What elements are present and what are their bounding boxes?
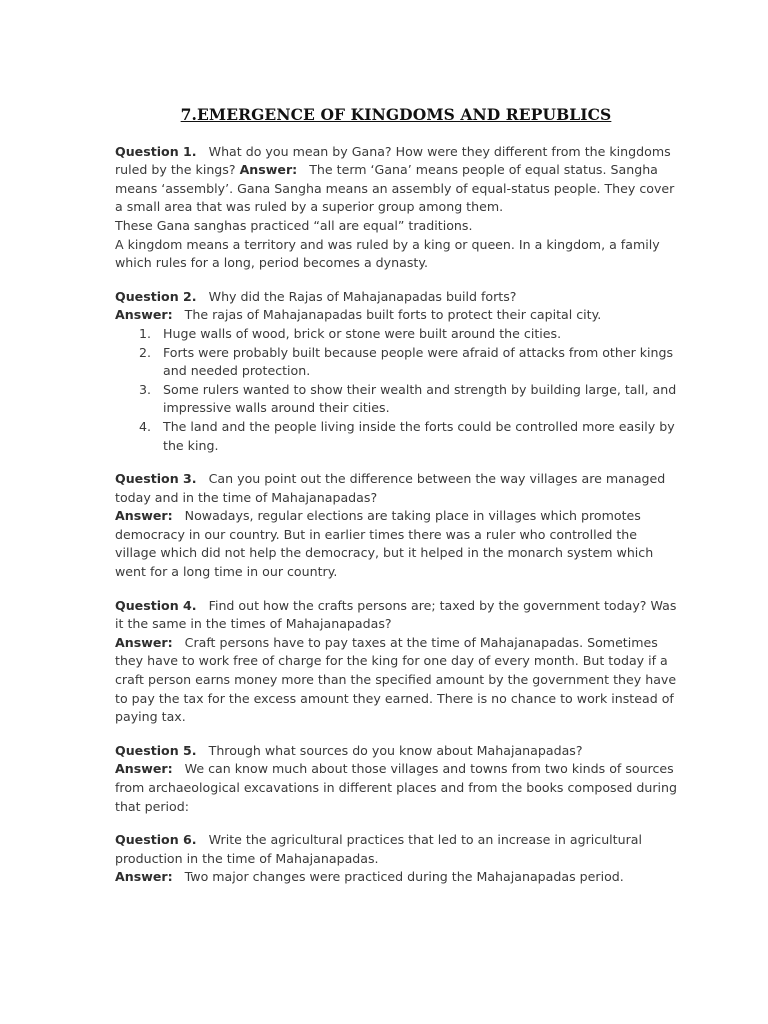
question-2-label: Question 2.: [115, 288, 197, 304]
question-3-paragraph: [115, 470, 677, 507]
question-block-4: [115, 597, 677, 727]
document-page: [115, 106, 677, 902]
answer-4-paragraph: [115, 634, 677, 727]
answer-2-list: [115, 325, 677, 455]
question-3-text: Can you point out the difference between the way villages are managed today and in the time of Mahajanapadas?: [115, 471, 666, 505]
question-block-5: [115, 742, 677, 816]
answer-5-text: We can know much about those villages and towns from two kinds of sources from archaeological excavations in different places and from the books composed during that period:: [115, 761, 677, 814]
list-item-number: 2.: [139, 344, 152, 360]
answer-6-label: Answer:: [115, 869, 173, 885]
list-item-number: 3.: [139, 381, 152, 397]
question-5-text: Through what sources do you know about Mahajanapadas?: [208, 742, 583, 758]
answer-4-label: Answer:: [115, 634, 173, 650]
list-item-text: Some rulers wanted to show their wealth and strength by building large, tall, and impressive walls around their cities.: [163, 381, 677, 416]
answer-1-paragraph-2: These Gana sanghas practiced “all are equal” traditions.: [115, 217, 473, 233]
list-item-number: 1.: [139, 325, 152, 341]
question-5-paragraph: [115, 742, 677, 761]
list-item: [115, 344, 677, 381]
list-item-text: Forts were probably built because people were afraid of attacks from other kings and needed protection.: [163, 344, 674, 379]
question-1-label: Question 1.: [115, 143, 197, 159]
list-item-text: The land and the people living inside the forts could be controlled more easily by the king.: [163, 418, 675, 453]
question-1-text: What do you mean by Gana? How were they different from the kingdoms ruled by the kings?: [115, 143, 671, 178]
list-item: [115, 418, 677, 455]
answer-6-text: Two major changes were practiced during the Mahajanapadas period.: [184, 869, 624, 885]
question-block-2: [115, 288, 677, 455]
question-5-label: Question 5.: [115, 742, 197, 758]
question-2-text: Why did the Rajas of Mahajanapadas build forts?: [208, 288, 517, 304]
list-item-text: Huge walls of wood, brick or stone were built around the cities.: [163, 325, 562, 341]
answer-4-text: Craft persons have to pay taxes at the time of Mahajanapadas. Sometimes they have to work free of charge for the king for one day of every month. But today if a craft person earns money more than the specified amount by the government they have to pay the tax for the excess amount they earned. There is no chance to work instead of paying tax.: [115, 634, 677, 725]
page-title: 7.EMERGENCE OF KINGDOMS AND REPUBLICS: [180, 105, 612, 124]
answer-2-paragraph: [115, 306, 677, 325]
answer-5-paragraph: [115, 760, 677, 816]
question-block-6: [115, 831, 677, 887]
list-item: [115, 325, 677, 344]
answer-1-label: Answer:: [239, 162, 298, 178]
question-block-3: [115, 470, 677, 582]
question-6-paragraph: [115, 831, 677, 868]
question-6-label: Question 6.: [115, 832, 197, 848]
question-4-paragraph: [115, 597, 677, 634]
question-3-label: Question 3.: [115, 471, 197, 487]
question-4-text: Find out how the crafts persons are; taxed by the government today? Was it the same in the times of Mahajanapadas?: [115, 597, 677, 632]
answer-3-paragraph: [115, 507, 677, 581]
list-item: [115, 381, 677, 418]
question-6-text: Write the agricultural practices that led to an increase in agricultural production in the time of Mahajanapadas.: [115, 832, 642, 866]
answer-1-paragraph-3: A kingdom means a territory and was ruled by a king or queen. In a kingdom, a family which rules for a long, period becomes a dynasty.: [115, 236, 660, 271]
answer-3-text: Nowadays, regular elections are taking place in villages which promotes democracy in our country. But in earlier times there was a ruler who controlled the village which did not help the democracy, but it helped in the monarch system which went for a long time in our country.: [115, 508, 654, 580]
question-1-paragraph: [115, 143, 677, 217]
list-item-number: 4.: [139, 418, 152, 434]
answer-2-label: Answer:: [115, 307, 173, 323]
answer-5-label: Answer:: [115, 761, 173, 777]
question-4-label: Question 4.: [115, 597, 197, 613]
question-block-1: [115, 143, 677, 273]
answer-3-label: Answer:: [115, 508, 173, 524]
answer-6-paragraph: [115, 868, 677, 887]
question-2-paragraph: [115, 288, 677, 307]
answer-2-text: The rajas of Mahajanapadas built forts to protect their capital city.: [184, 307, 602, 323]
answer-1-text: The term ‘Gana’ means people of equal status. Sangha means ‘assembly’. Gana Sangha means an assembly of equal-status people. They cover a small area that was ruled by a superior group among them.: [115, 162, 675, 215]
